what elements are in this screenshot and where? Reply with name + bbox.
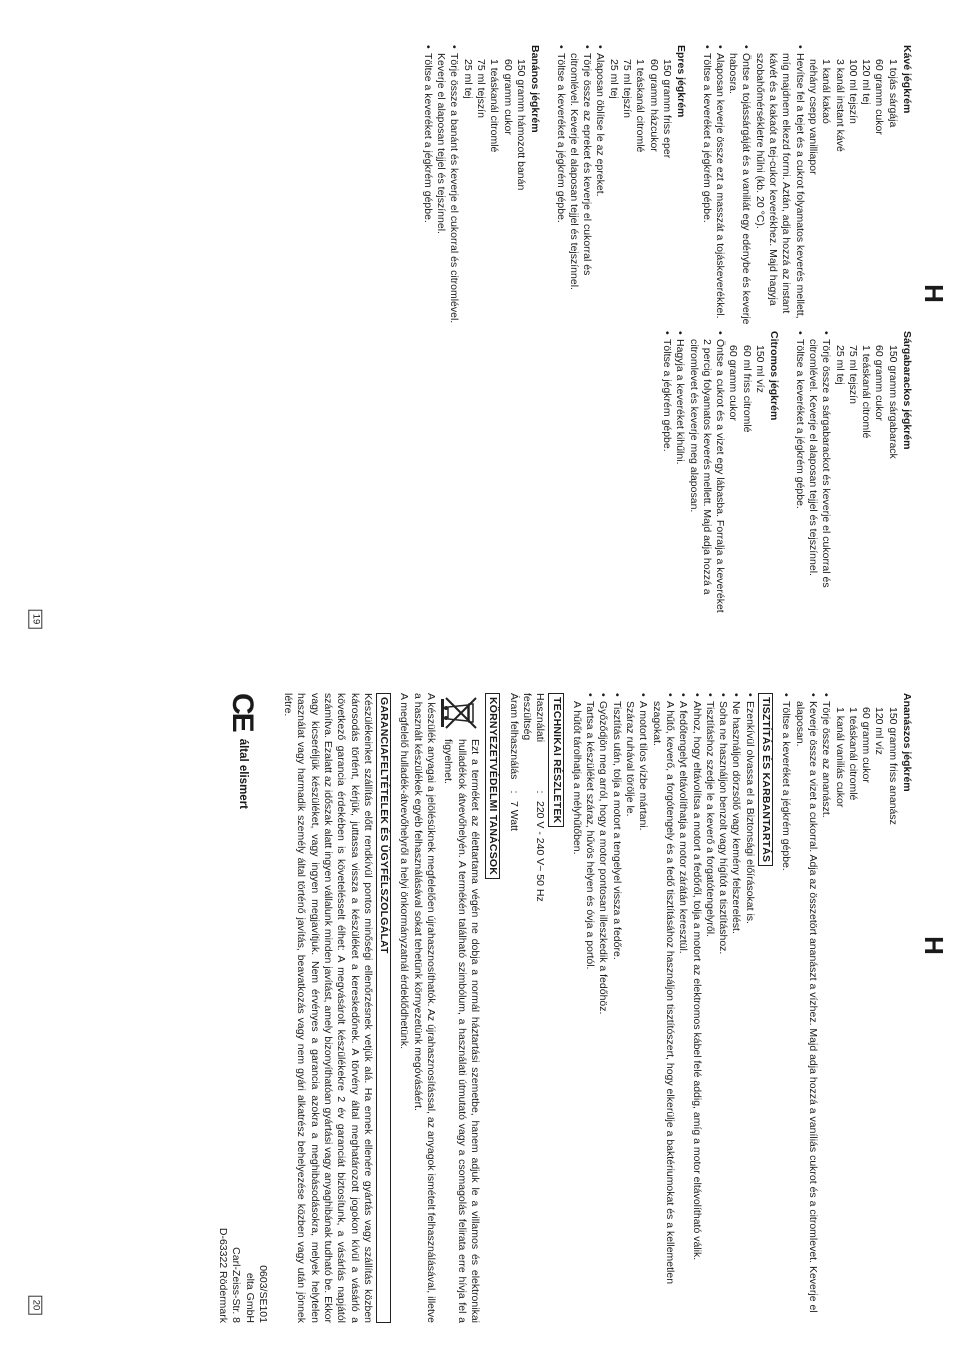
ingredient: 60 gramm cukor (501, 59, 514, 135)
recipe-title: Epres jégkrém (675, 45, 688, 118)
column-2 (409, 331, 913, 617)
cleaning-item: • Ne használjon dörzsölő vagy kemény felszerelést. (729, 693, 742, 1323)
column-1 (409, 45, 913, 331)
step-item: • Alaposan öblítse le az epreket. (593, 45, 606, 331)
step-item: • Keverje össze a vizet a cukorral. Adja az összetört ananászt a vízhez. Majd adja hozzá a vaníliás cukrot és a citromlevet. Keverje el alaposan. (792, 693, 819, 1323)
ingredient: 60 gramm cukor (873, 345, 886, 421)
recipe-title: Sárgabarackos jégkrém (901, 331, 913, 450)
ingredient: 25 ml tej (607, 59, 620, 99)
ingredient: 75 ml tejszín (621, 59, 634, 118)
step-item: • Töltse a keveréket a jégkrém gépbe. (421, 45, 434, 331)
ingredient: 3 kanál instant kávé (833, 59, 846, 152)
step-item: • Öntse a cukrot és a vizet egy lábasba. Forralja a keveréket 2 percig folyamatos keverés mellett. Majd adja hozzá a citromlevet és keverje meg alaposan. (686, 331, 726, 617)
page-19 (33, 45, 913, 625)
warranty-heading: GARANCIAFELTÉTELEK ÉS ÜGYFÉLSZOLGÁLAT (376, 693, 391, 1323)
cleaning-note: Száraz ruhával törölje le. (624, 701, 637, 817)
step-item: • Töltse a keveréket a jégkrém gépbe. (779, 693, 792, 1323)
page-letter-20: H (918, 936, 949, 955)
ingredient: 120 ml tej (860, 59, 873, 105)
page-letter-19: H (918, 284, 949, 303)
ingredient: 1 teáskanál citromlé (860, 345, 873, 439)
steps-list (660, 331, 726, 617)
ingredient: 75 ml tejszín (846, 345, 859, 404)
ingredient: 1 tojás sárgája (886, 59, 899, 128)
env-paragraph-2: A megfelelő hulladék-átvevőhelyről a helyi önkormányzatnál érdeklődhetünk. (398, 693, 411, 1050)
recipe (699, 45, 913, 331)
tech-sep: : (507, 790, 520, 794)
steps-list (421, 45, 461, 331)
step-item: • Hevítse fel a tejet és a cukrot folyamatos keverés mellett, míg majdnem elkezd forrni. Aztán, adja hozzá az instant kávét és a kakaót a tej-cukor keverékhez. Majd hagyja szobahőmérsékletre hűlni (kb. 20 °C). (752, 45, 805, 331)
step-item: • Törje össze a sárgabarackot és keverje el cukorral és citromlével. Keverje el alaposan tejjel és tejszínnel. (806, 331, 833, 617)
ingredient: 60 gramm házcukor (647, 59, 660, 152)
step-item: • Törje össze az ananászt. (819, 693, 832, 1323)
steps-list (792, 331, 832, 617)
step-item: • Töltse a keveréket a jégkrém gépbe. (792, 331, 805, 617)
tech-row (520, 693, 547, 1323)
ingredient: néhány csepp vanilliapor (806, 59, 819, 175)
env-paragraph-1: A készülék anyagai a jelölésüknek megfelelően újrahasznosíthatók. Az újrahasznosítással, az anyagok ismételt felhasználásával, illetve a használt készülékek egyéb felhasználásával sokat tehetünk környezetünk megóvásáért. (411, 693, 438, 1323)
cleaning-item: • Győződjön meg arról, hogy a motor pontosan illeszkedik a fedőhöz. (596, 693, 609, 1323)
cleaning-item: • A motort tilos vízbe mártani. (636, 693, 649, 1323)
ingredient: 75 ml tejszín (475, 59, 488, 118)
step-item: • Töltse a jégkrém gépbe. (660, 331, 673, 617)
ingredient: 120 ml víz (873, 707, 886, 755)
tech-heading: TECHNIKAI RÉSZLETEK (548, 693, 563, 827)
recipe (421, 45, 542, 331)
recipe-title: Citromos jégkrém (768, 331, 781, 421)
manufacturer-address (216, 1228, 269, 1323)
ingredient: 1 kanál vaniliás cukor (833, 707, 846, 808)
ce-approval-text: által elismert (236, 738, 249, 810)
cleaning-item: • A hűtő, keverő, a forgótengely és a fedő tisztításához használjon tisztítószert, hogy elkerülje a baktériumokat és a kellemetlen szagokat. (649, 693, 676, 1323)
tech-row (506, 693, 519, 1323)
step-item: • Alaposan keverje össze ezt a masszát a tojáskeverékkel. (713, 45, 726, 331)
steps-list (553, 45, 606, 331)
recipe (792, 331, 913, 617)
step-item: • Öntse a tojássárgáját és a vaniliát egy edénybe és keverje habosra. (726, 45, 753, 331)
cleaning-item: • Tisztításhoz szedje le a keverő a forgatótengelyről. (703, 693, 716, 1323)
crossed-out-bin-icon (441, 693, 481, 733)
page-number-20: 20 (28, 1296, 42, 1315)
cleaning-item: • Tisztítás után, tolja a motort a tengelyel vissza a fedőre. (609, 693, 622, 1323)
step-item: • Töltse a keveréket a jégkrém gépbe. (699, 45, 712, 331)
tech-label: Használati feszültség (520, 693, 547, 743)
recipe-title: Kávé jégkrém (901, 45, 913, 114)
cleaning-item: • A fedőtengelyt eltávolíthatja a motor zárátán keresztül. (676, 693, 689, 1323)
ingredient: 25 ml tej (833, 345, 846, 385)
step-item: • Hagyja a keveréket kihűlni. (673, 331, 686, 617)
ingredient: 60 gramm cukor (727, 345, 740, 421)
cleaning-item: • Tartsa a készüléket száraz, hűvös helyen és óvja a portól. (583, 693, 596, 1323)
tech-value: 7 Watt (507, 801, 520, 831)
ingredient: 150 gramm friss ananász (886, 707, 899, 825)
ingredient: 1 teáskanál citromlé (488, 59, 501, 153)
recipe (553, 45, 687, 331)
steps-list (699, 45, 805, 331)
tech-value: 220 V - 240 V~ 50 Hz (534, 801, 547, 902)
cleaning-item: • Ahhoz, hogy eltávolítsa a motort a fedőről, tolja a motort az elektromos kábel felé addig, amíg a motor eltávolítható válik. (689, 693, 702, 1323)
env-icon-text: Ezt a terméket az élettartama végén ne dobja a normál háztartási szemetbe, hanem adjuk le a villamos és elektronikai hulladékok átvevőhelyén. A termékén található szimbólum, a használati útmutató vagy a csomagolás feliratа erre hívja fel a figyelmet. (442, 739, 482, 1323)
ingredient: 60 ml friss citromlé (740, 345, 753, 433)
address-line: D-63322 Rödermark (216, 1227, 229, 1323)
ingredient: 150 gramm friss eper (660, 59, 673, 159)
cleaning-item: • Ezenkívül olvassa el a Biztonsági előírásokat is. (742, 693, 755, 1323)
step-item: • Törje össze a banánt és keverje el cukorral és citromlével. Keverje el alaposan tejjel és tejszínnel. (434, 45, 461, 331)
page-20 (33, 693, 913, 1323)
cleaning-heading: TISZTÍTÁS ÉS KARBANTARTÁS (758, 693, 773, 866)
ingredient: 1 teáskanál citromlé (634, 59, 647, 153)
ingredient: 1 teáskanál citromlé (846, 707, 859, 801)
ingredient: 25 ml tej (461, 59, 474, 99)
tech-sep: : (534, 790, 547, 794)
ingredient: 60 gramm cukor (860, 707, 873, 783)
step-item: • Töltse a keveréket a jégkrém gépbe. (553, 45, 566, 331)
env-heading: KÖRNYEZETVÉDELMI TANÁCSOK (485, 693, 500, 879)
address-line: elta GmbH (243, 1272, 256, 1323)
ingredient: 150 ml víz (754, 345, 767, 393)
warranty-text: Készülékeinket szállítás előtt rendkívül pontos minőségi ellenőrzésnek vetjük alá. Ha ennek ellenére gyártás vagy szállítás közben károsodás történt, kérjük, juttassa vissza a készüléket a kereskedőnek. A törvény által meghatározott jogokon kívül a vásárló a következő garancia érdekében is követelésselt élhet: A megvásárolt készülékekre 2 év garanciát biztosítunk, a vásárlás napjától számítva. Ezalatt az időszak alatt ingyen vállalunk minden javítást, amely bizonyíthatóan gyártási vagy anyaghibának tudható be. Ekkor vagy kicseréljük készüléket, vagy ingyen megjavítjuk. Nem érvényes a garancia azokra a meghibásodásokra, melyek helytelen használat vagy harmadik személy által történő javítás, beavatkozás vagy nem gyári alkatrész behelyezése közben vagy után jönnek létre. (282, 693, 374, 1323)
ingredient: 150 gramm sárgabarack (886, 345, 899, 459)
cleaning-item: • Soha ne használjon benzolt vagy hígítót a tisztításhoz. (716, 693, 729, 1323)
tech-label: Áram felhasználás (507, 693, 520, 780)
recipe-ananasz (779, 693, 913, 1323)
recipe-title: Ananászos jégkrém (901, 693, 913, 792)
cleaning-note: A hűtőt tárolhatja a mélyhűtőben. (570, 701, 583, 855)
address-line: Carl-Zeiss-Str. 8 (230, 1247, 243, 1323)
recipe (660, 331, 781, 617)
recipe-title: Banános jégkrém (529, 45, 542, 133)
address-line: 0603/SE101 (256, 1265, 269, 1323)
ingredient: 60 gramm cukor (873, 59, 886, 135)
ingredient: 100 ml tejszín (846, 59, 859, 124)
ingredient: 1 kanál kakaó (820, 59, 833, 124)
step-item: • Törje össze az epreket és keverje el cukorral és citromlével. Keverje el alaposan tejjel és tejszínnel. (567, 45, 594, 331)
ce-mark-icon: CE (225, 693, 259, 731)
ingredient: 150 gramm hámozott banán (514, 59, 527, 191)
page-number-19: 19 (28, 610, 42, 629)
